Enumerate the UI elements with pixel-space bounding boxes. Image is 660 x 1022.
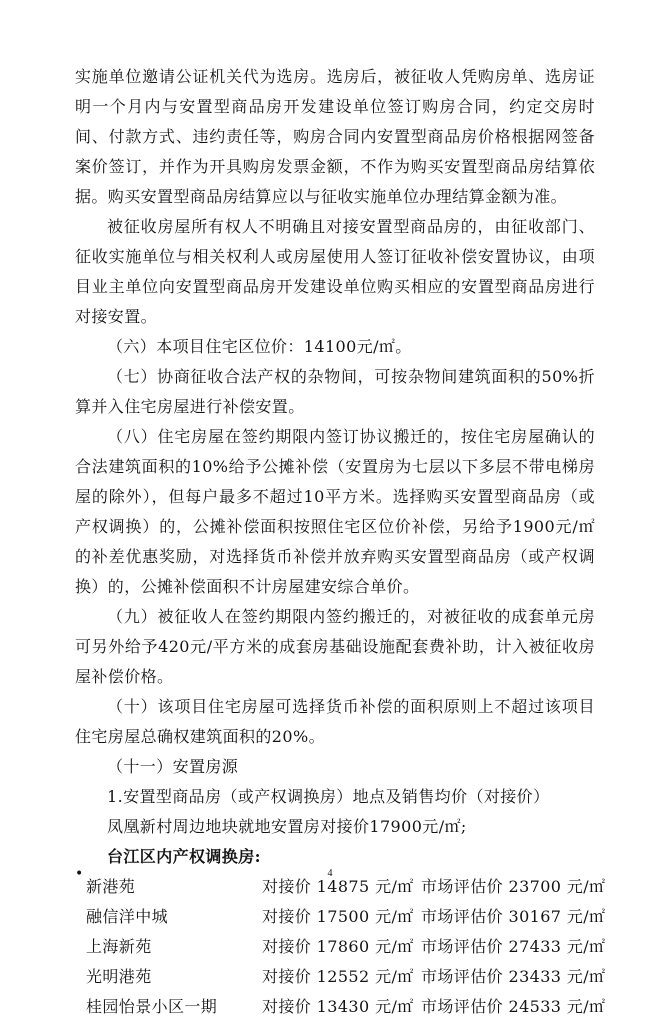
housing-name: 光明港苑: [86, 967, 152, 986]
docking-price: 对接价 12552 元/㎡: [262, 967, 414, 986]
housing-name: 上海新苑: [86, 937, 152, 956]
paragraph-item-11-heading: （十一）安置房源: [107, 757, 239, 776]
housing-name: 融信洋中城: [86, 907, 169, 926]
section-heading-taijiang: 台江区内产权调换房:: [107, 847, 261, 866]
paragraph-selection-procedure: 实施单位邀请公证机关代为选房。选房后，被征收人凭购房单、选房证明一个月内与安置型商品房开发建设单位签订购房合同，约定交房时间、付款方式、违约责任等，购房合同内安置型商品房价格根据网签备案价签订，并作为开具购房发票金额，不作为购买安置型商品房结算依据。购买安置型商品房结算应以与征收实施单位办理结算金额为准。: [75, 67, 595, 206]
table-row: [75, 902, 606, 932]
table-row: [75, 992, 606, 1022]
housing-name: 新港苑: [86, 877, 136, 896]
table-row: [75, 932, 606, 962]
docking-price: 对接价 17500 元/㎡: [262, 907, 414, 926]
docking-price: 对接价 14875 元/㎡: [262, 877, 414, 896]
page-footer: [0, 864, 660, 884]
market-price: 市场评估价 27433 元/㎡: [421, 937, 606, 956]
housing-price-table: [75, 872, 606, 1022]
housing-name: 桂园怡景小区一期: [86, 997, 218, 1016]
docking-price: 对接价 13430 元/㎡: [262, 997, 414, 1016]
paragraph-item-7: （七）协商征收合法产权的杂物间，可按杂物间建筑面积的50%折算并入住宅房屋进行补偿安置。: [75, 367, 595, 416]
market-price: 市场评估价 24533 元/㎡: [421, 997, 606, 1016]
table-row: [75, 962, 606, 992]
paragraph-subsection-1: 1.安置型商品房（或产权调换房）地点及销售均价（对接价）: [107, 787, 550, 806]
paragraph-item-9: （九）被征收人在签约期限内签约搬迁的，对被征收的成套单元房可另外给予420元/平方米的成套房基础设施配套费补助，计入被征收房屋补偿价格。: [75, 607, 595, 686]
docking-price: 对接价 17860 元/㎡: [262, 937, 414, 956]
paragraph-fenghuang-price: 凤凰新村周边地块就地安置房对接价17900元/㎡;: [107, 817, 467, 836]
market-price: 市场评估价 23433 元/㎡: [421, 967, 606, 986]
footer-bullet: •: [75, 866, 84, 882]
paragraph-unclear-ownership: 被征收房屋所有权人不明确且对接安置型商品房的，由征收部门、征收实施单位与相关权利人或房屋使用人签订征收补偿安置协议，由项目业主单位向安置型商品房开发建设单位购买相应的安置型商品房进行对接安置。: [75, 217, 595, 326]
paragraph-item-8: （八）住宅房屋在签约期限内签订协议搬迁的，按住宅房屋确认的合法建筑面积的10%给予公摊补偿（安置房为七层以下多层不带电梯房屋的除外），但每户最多不超过10平方米。选择购买安置型商品房（或产权调换）的，公摊补偿面积按照住宅区位价补偿，另给予1900元/㎡的补差优惠奖励，对选择货币补偿并放弃购买安置型商品房（或产权调换）的，公摊补偿面积不计房屋建安综合单价。: [75, 427, 595, 596]
paragraph-item-6: （六）本项目住宅区位价：14100元/㎡。: [107, 337, 412, 356]
market-price: 市场评估价 23700 元/㎡: [421, 877, 606, 896]
paragraph-item-10: （十）该项目住宅房屋可选择货币补偿的面积原则上不超过该项目住宅房屋总确权建筑面积的20%。: [75, 697, 595, 746]
market-price: 市场评估价 30167 元/㎡: [421, 907, 606, 926]
page-number: 4: [327, 868, 333, 879]
